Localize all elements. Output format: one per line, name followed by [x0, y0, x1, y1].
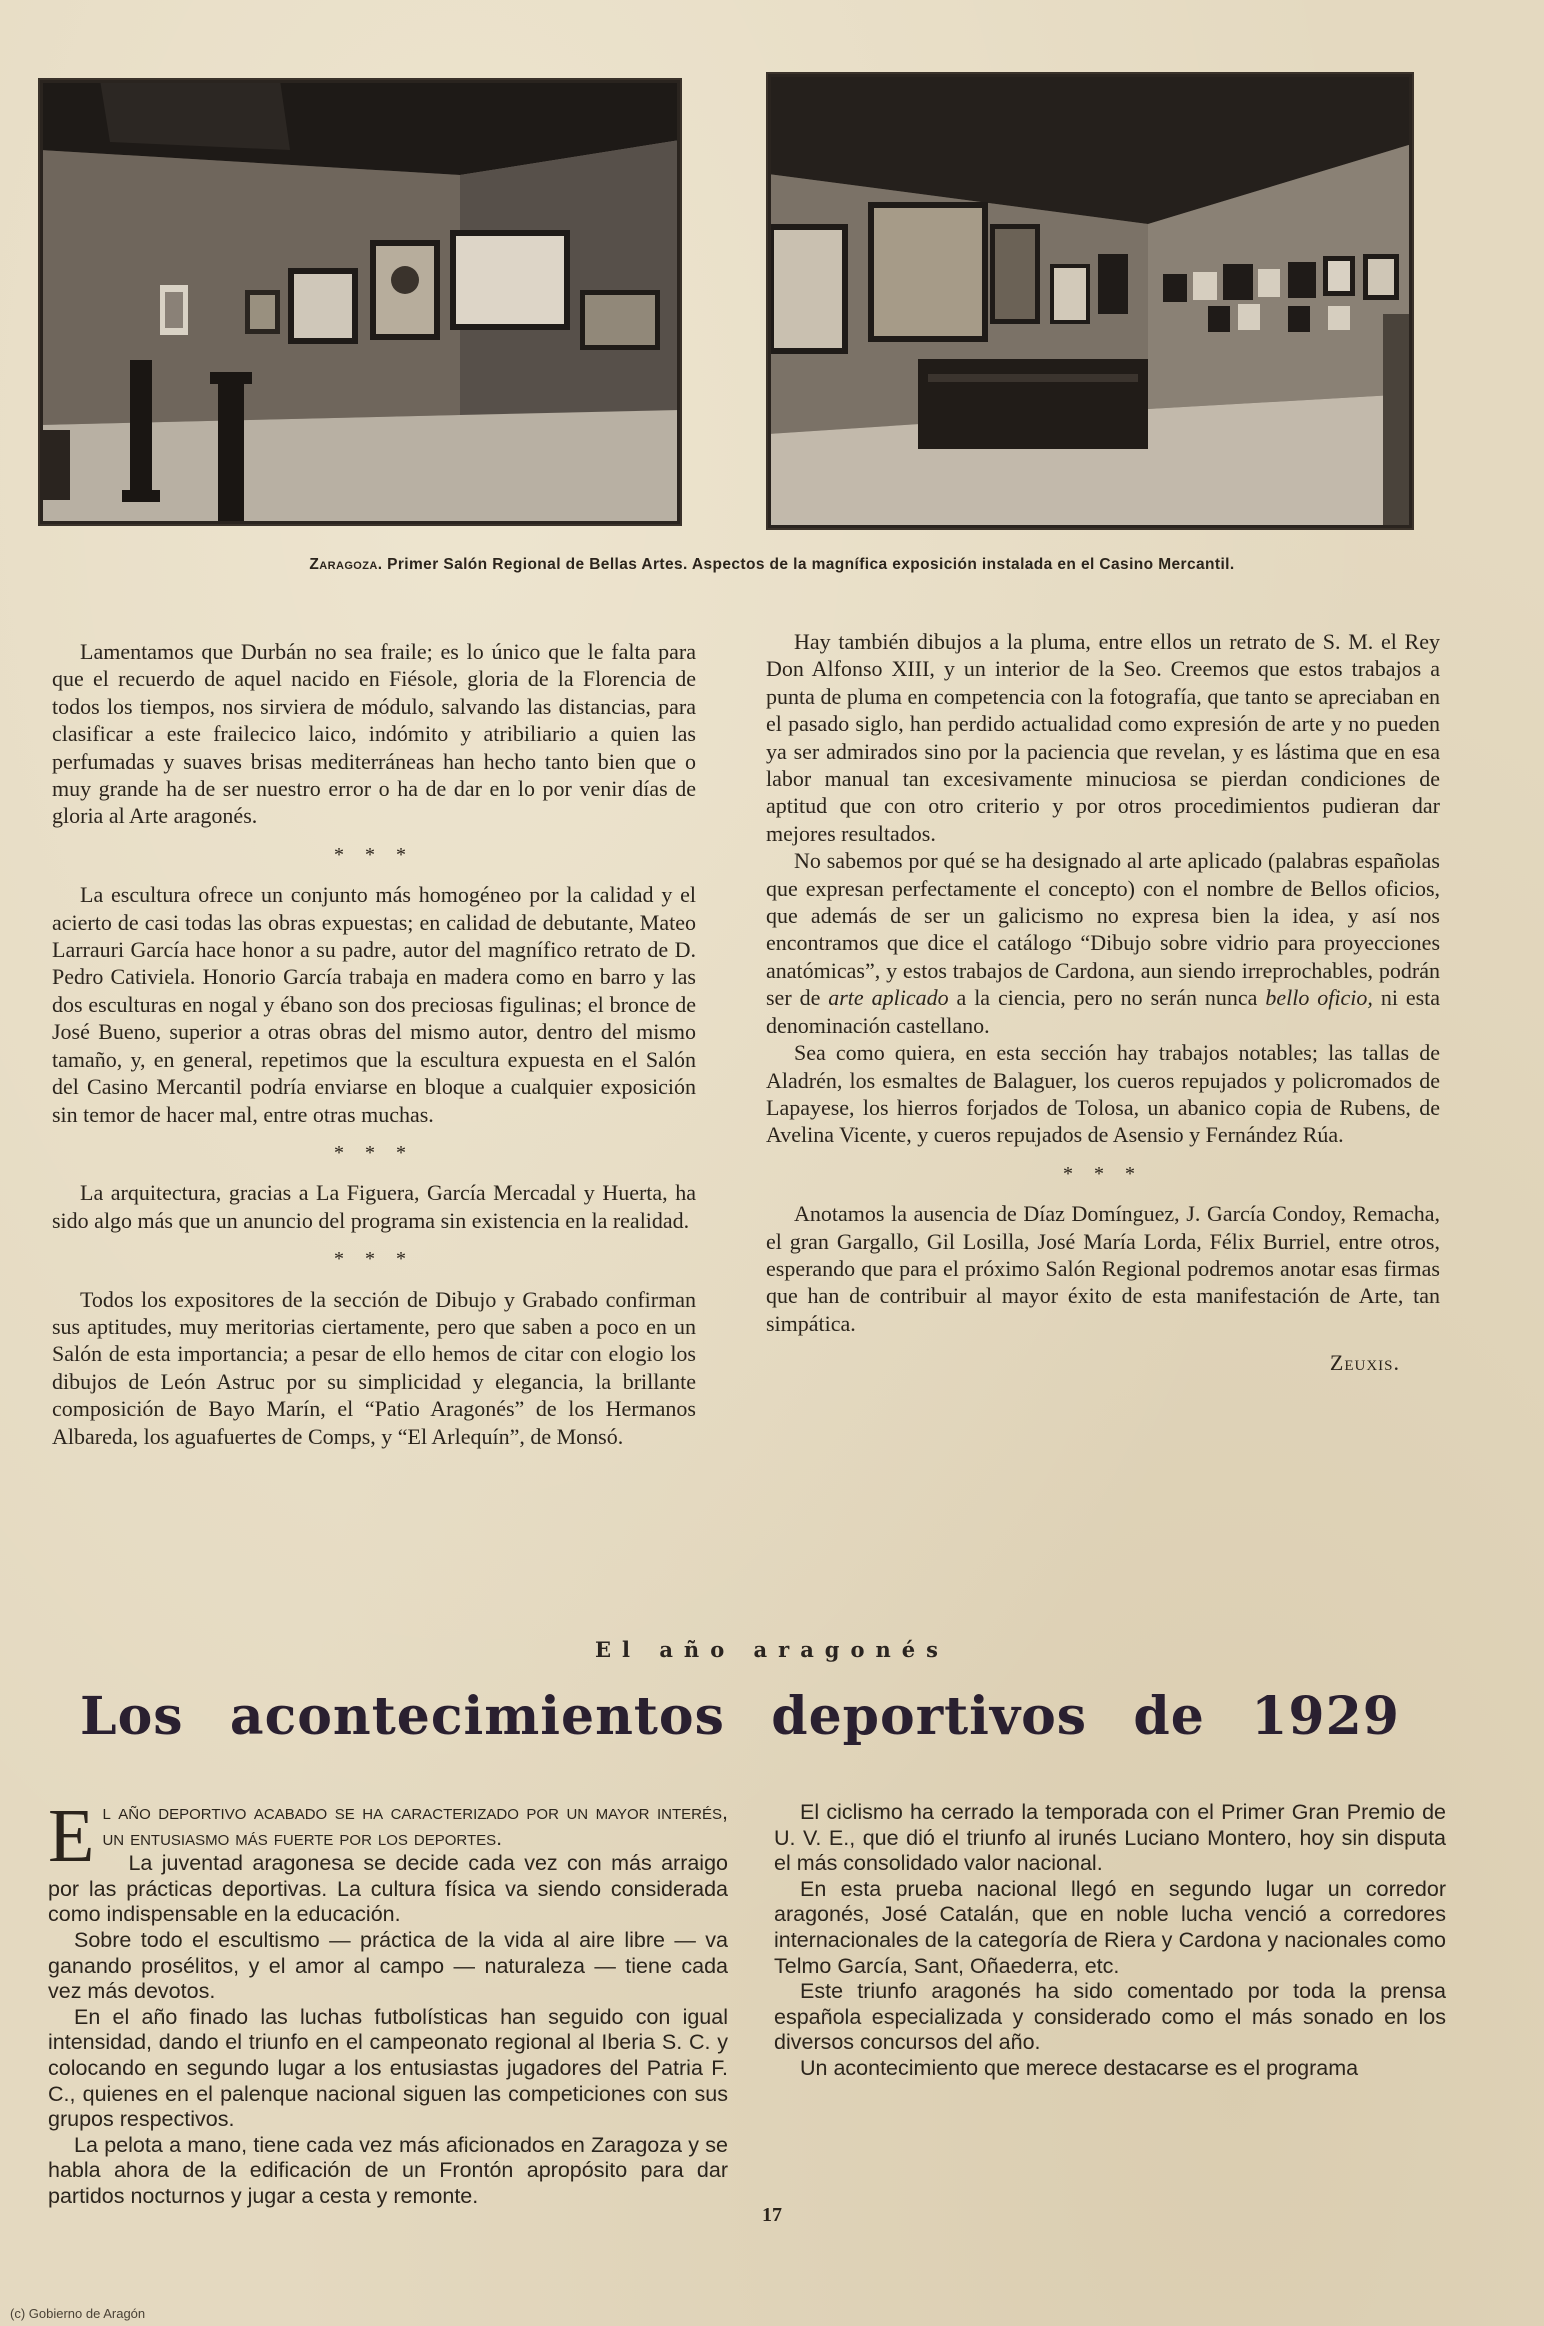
article1-paragraph-1: Lamentamos que Durbán no sea fraile; es lo único que le falta para que el recuerdo de aquel nacido en Fiésole, gloria de la Florencia de todos los tiempos, nos sirviera de módulo, salvando las distancias, para clasificar a este frailecico laico, indómito y atribiliario a quien las perfumadas y suaves brisas mediterráneas han hecho tanto bien que o muy grande ha de ser nuestro error o ha de dar en lo por venir días de gloria al Arte aragonés. [52, 639, 696, 829]
article1-paragraph-5: Hay también dibujos a la pluma, entre ellos un retrato de S. M. el Rey Don Alfonso XIII, y un interior de la Seo. Creemos que estos trabajos a punta de pluma en competencia con la fotografía, que tanto se apreciaban en el pasado siglo, han perdido actualidad como expresión de arte y no pueden ya ser admirados sino por la paciencia que revelan, y es lástima que en esa labor manual tan excesivamente minuciosa se pierdan condiciones de aptitud que con otro criterio y por otros procedimientos pudieran dar mejores resultados. [766, 629, 1440, 846]
article2-paragraph-2: La juventad aragonesa se decide cada vez con más arraigo por las prácticas deportivas. La cultura física va siendo considerada como indispensable en la educación. [48, 1851, 728, 1927]
section-divider: * * * [334, 1248, 414, 1271]
section-divider: * * * [334, 843, 414, 866]
caption-text: Primer Salón Regional de Bellas Artes. Aspectos de la magnífica exposición instalada en el Casino Mercantil. [387, 556, 1235, 573]
article2-paragraph-1: El año deportivo acabado se ha caracterizado por un mayor interés, un entusiasmo más fuerte por los deportes. [48, 1794, 728, 1878]
exhibition-photo-left [38, 78, 682, 526]
article2-paragraph-6: El ciclismo ha cerrado la temporada con el Primer Gran Premio de U. V. E., que dió el triunfo al irunés Luciano Montero, hoy sin disputa el más consolidado valor nacional. [774, 1800, 1446, 1876]
emphasis-bello-oficio: bello oficio, [1265, 985, 1373, 1011]
article1-paragraph-6: No sabemos por qué se ha designado al arte aplicado (palabras españolas que expresan perfectamente el concepto) con el nombre de Bellos oficios, que además de ser un galicismo no expresa bien la idea, y así nos encontramos que dice el catálogo “Dibujo sobre vidrio para proyecciones anatómicas”, y estos trabajos de Cardona, aun siendo irreprochables, podrán ser de arte aplicado a la ciencia, pero no serán nunca bello oficio, ni esta denominación castellano. [766, 848, 1441, 1038]
article1-paragraph-2: La escultura ofrece un conjunto más homogéneo por la calidad y el acierto de casi todas las obras expuestas; en calidad de debutante, Mateo Larrauri García hace honor a su padre, autor del magnífico retrato de D. Pedro Cativiela. Honorio García trabaja en madera como en barro y las dos esculturas en nogal y ébano son dos preciosas figulinas; el bronce de José Bueno, superior a otras obras del mismo autor, dentro del mismo tamaño, y, en general, repetimos que la escultura expuesta en el Salón del Casino Mercantil podría enviarse en bloque a cualquier exposición sin temor de hacer mal, entre otras muchas. [52, 882, 696, 1127]
emphasis-arte-aplicado: arte aplicado [828, 985, 949, 1011]
article2-right-column [774, 1800, 1446, 2082]
article2-paragraph-9: Un acontecimiento que merece destacarse es el programa [800, 2055, 1359, 2080]
page-number: 17 [762, 2204, 782, 2226]
photo-caption [0, 556, 1544, 574]
headline-word: acontecimientos [229, 1686, 725, 1747]
author-signature: Zeuxis. [1329, 1350, 1400, 1376]
article2-paragraph-5: La pelota a mano, tiene cada vez más aficionados en Zaragoza y se habla ahora de la edificación de un Frontón apropósito para dar partidos nocturnos y jugar a cesta y remonte. [48, 2132, 728, 2208]
section-divider: * * * [334, 1141, 414, 1164]
article1-paragraph-7: Sea como quiera, en esta sección hay trabajos notables; las tallas de Aladrén, los esmaltes de Balaguer, los cueros repujados y policromados de Lapayese, los hierros forjados de Tolosa, un abanico copia de Rubens, de Avelina Vicente, y cueros repujados de Asensio y Fernández Rúa. [766, 1040, 1440, 1148]
article1-paragraph-8: Anotamos la ausencia de Díaz Domínguez, J. García Condoy, Remacha, el gran Gargallo, Gil Losilla, José María Lorda, Félix Burriel, entre otros, esperando que para el próximo Salón Regional podremos anotar esas firmas que han de contribuir al mayor éxito de esta manifestación de Arte, tan simpática. [766, 1201, 1440, 1336]
section-kicker: El año aragonés [595, 1637, 949, 1662]
article1-right-column [766, 628, 1440, 1377]
drop-cap: E [48, 1794, 95, 1878]
headline-word: 1929 [1251, 1686, 1400, 1747]
article2-paragraph-4: En el año finado las luchas futbolísticas han seguido con igual intensidad, dando el triunfo en el campeonato regional al Iberia S. C. y colocando en segundo lugar a los entusiastas jugadores del Patria F. C., quienes en el palenque nacional siguen las competiciones con sus grupos respectivos. [48, 2004, 728, 2132]
article2-paragraph-3: Sobre todo el escultismo — práctica de la vida al aire libre — va ganando prosélitos, y el amor al campo — naturaleza — tiene cada vez más devotos. [48, 1927, 728, 2004]
article1-paragraph-3: La arquitectura, gracias a La Figuera, García Mercadal y Huerta, ha sido algo más que un anuncio del programa sin existencia en la realidad. [52, 1180, 696, 1233]
article1-paragraph-4: Todos los expositores de la sección de Dibujo y Grabado confirman sus aptitudes, muy meritorias ciertamente, pero que saben a poco en un Salón de esta importancia; a pesar de ello hemos de citar con elogio los dibujos de León Astruc por su simplicidad y elegancia, la brillante composición de Bayo Marín, el “Patio Aragonés” de los Hermanos Albareda, los aguafuertes de Comps, y “El Arlequín”, de Monsó. [52, 1286, 696, 1449]
article2-headline [80, 1686, 1400, 1747]
exhibition-photo-right [766, 72, 1414, 530]
article2-paragraph-7: En esta prueba nacional llegó en segundo lugar un corredor aragonés, José Catalán, que en noble lucha venció a corredores internacionales de la categoría de Riera y Cardona y nacionales como Telmo García, Sant, Oñaederra, etc. [774, 1876, 1446, 1978]
headline-word: de [1133, 1686, 1205, 1747]
headline-word: deportivos [771, 1686, 1088, 1747]
article2-paragraph-8: Este triunfo aragonés ha sido comentado por toda la prensa española especializada y considerado como el más sonado en los diversos concursos del año. [774, 1979, 1446, 2055]
article2-left-column [48, 1794, 728, 2210]
headline-word: Los [80, 1686, 184, 1747]
section-divider: * * * [1063, 1162, 1143, 1185]
caption-place: Zaragoza. [309, 556, 383, 573]
copyright-notice: (c) Gobierno de Aragón [10, 2306, 146, 2321]
article1-left-column [52, 638, 696, 1450]
